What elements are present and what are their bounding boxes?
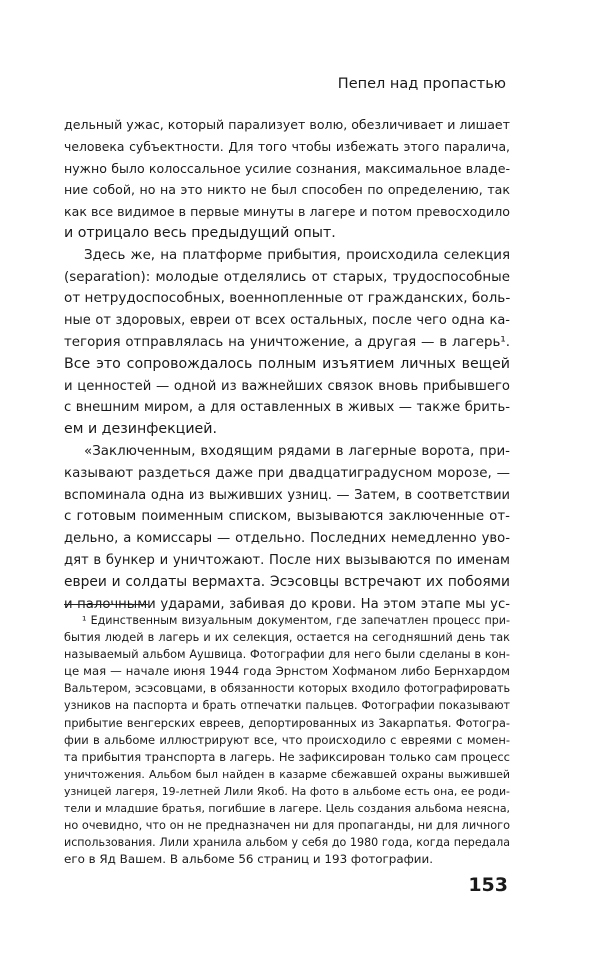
text-line: Здесь же, на платформе прибытия, происходила селекция xyxy=(84,247,510,263)
footnote xyxy=(64,612,510,868)
footnote-line: прибытие венгерских евреев, депортированных из Закарпатья. Фотогра- xyxy=(64,716,510,730)
text-line: с готовым поименным списком, вызываются заключенные от- xyxy=(64,509,510,525)
footnote-line: узницей лагеря, 19-летней Лили Якоб. На фото в альбоме есть она, ее роди- xyxy=(64,784,510,798)
running-header: Пепел над пропастью xyxy=(337,76,506,92)
text-line: как все видимое в первые минуты в лагере и потом превосходило xyxy=(64,204,510,220)
text-line: и отрицало весь предыдущий опыт. xyxy=(64,224,336,241)
footnote-line: использования. Лили хранила альбом у себя до 1980 года, когда передала xyxy=(64,836,510,850)
text-line: ем и дезинфекцией. xyxy=(64,421,218,438)
text-line: дельный ужас, который парализует волю, обезличивает и лишает xyxy=(64,117,510,132)
text-line: дят в бункер и уничтожают. После них вызываются по именам xyxy=(64,552,510,568)
footnote-line: це мая — начале июня 1944 года Эрнстом Хофманом либо Бернхардом xyxy=(64,664,510,679)
text-line: и палочными ударами, забивая до крови. На этом этапе мы ус- xyxy=(64,596,510,612)
text-line: с внешним миром, а для оставленных в живых — также брить- xyxy=(64,400,510,416)
text-line: от нетрудоспособных, военнопленные от гражданских, боль- xyxy=(64,290,511,307)
footnote-line: узников на паспорта и брать отпечатки пальцев. Фотографии показывают xyxy=(64,699,510,713)
footnote-line: ¹ Единственным визуальным документом, где запечатлен процесс при- xyxy=(82,614,510,627)
text-line: и ценностей — одной из важнейших связок вновь прибывшего xyxy=(64,378,510,394)
text-line: Все это сопровождалось полным изъятием личных вещей xyxy=(64,355,510,372)
main-text xyxy=(64,114,510,615)
footnote-line: та прибытия транспорта в лагерь. Не зафиксирован только сам процесс xyxy=(64,749,510,764)
page-number: 153 xyxy=(468,874,508,896)
footnote-line: называемый альбом Аушвица. Фотографии для него были сделаны в кон- xyxy=(64,648,510,662)
footnote-line: но очевидно, что он не предназначен ни для пропаганды, ни для личного xyxy=(64,819,510,833)
text-line: тегория отправлялась на уничтожение, а другая — в лагерь¹. xyxy=(64,334,510,350)
text-line: «Заключенным, входящим рядами в лагерные ворота, при- xyxy=(84,443,510,459)
footnote-line: фии в альбоме иллюстрируют все, что происходило с евреями с момен- xyxy=(64,732,510,747)
text-line: нужно было колоссальное усилие сознания, максимальное владе- xyxy=(64,160,510,176)
text-line: человека субъектности. Для того чтобы избежать этого паралича, xyxy=(64,138,510,154)
text-line: казывают раздеться даже при двадцатиградусном морозе, — xyxy=(64,465,510,481)
text-line: (separation): молодые отделялись от старых, трудоспособные xyxy=(64,269,510,285)
text-line: ные от здоровых, евреи от всех остальных, после чего одна ка- xyxy=(64,313,510,329)
text-line: вспоминала одна из выживших узниц. — Затем, в соответствии xyxy=(64,487,510,503)
footnote-line: Вальтером, эсэсовцами, в обязанности которых входило фотографировать xyxy=(64,682,510,696)
footnote-divider xyxy=(64,604,148,605)
footnote-line: его в Яд Вашем. В альбоме 56 страниц и 193 фотографии. xyxy=(64,852,434,867)
footnote-line: тели и младшие братья, погибшие в лагере. Цель создания альбома неясна, xyxy=(64,802,510,816)
text-line: ние собой, но на это никто не был способен по определению, так xyxy=(64,182,510,198)
text-line: евреи и солдаты вермахта. Эсэсовцы встречают их побоями xyxy=(64,573,510,590)
footnote-line: уничтожения. Альбом был найден в казарме сбежавшей охраны выжившей xyxy=(64,767,510,781)
text-line: дельно, а комиссары — отдельно. Последних немедленно уво- xyxy=(64,531,510,547)
footnote-line: бытия людей в лагерь и их селекция, остается на сегодняшний день так xyxy=(64,631,510,645)
